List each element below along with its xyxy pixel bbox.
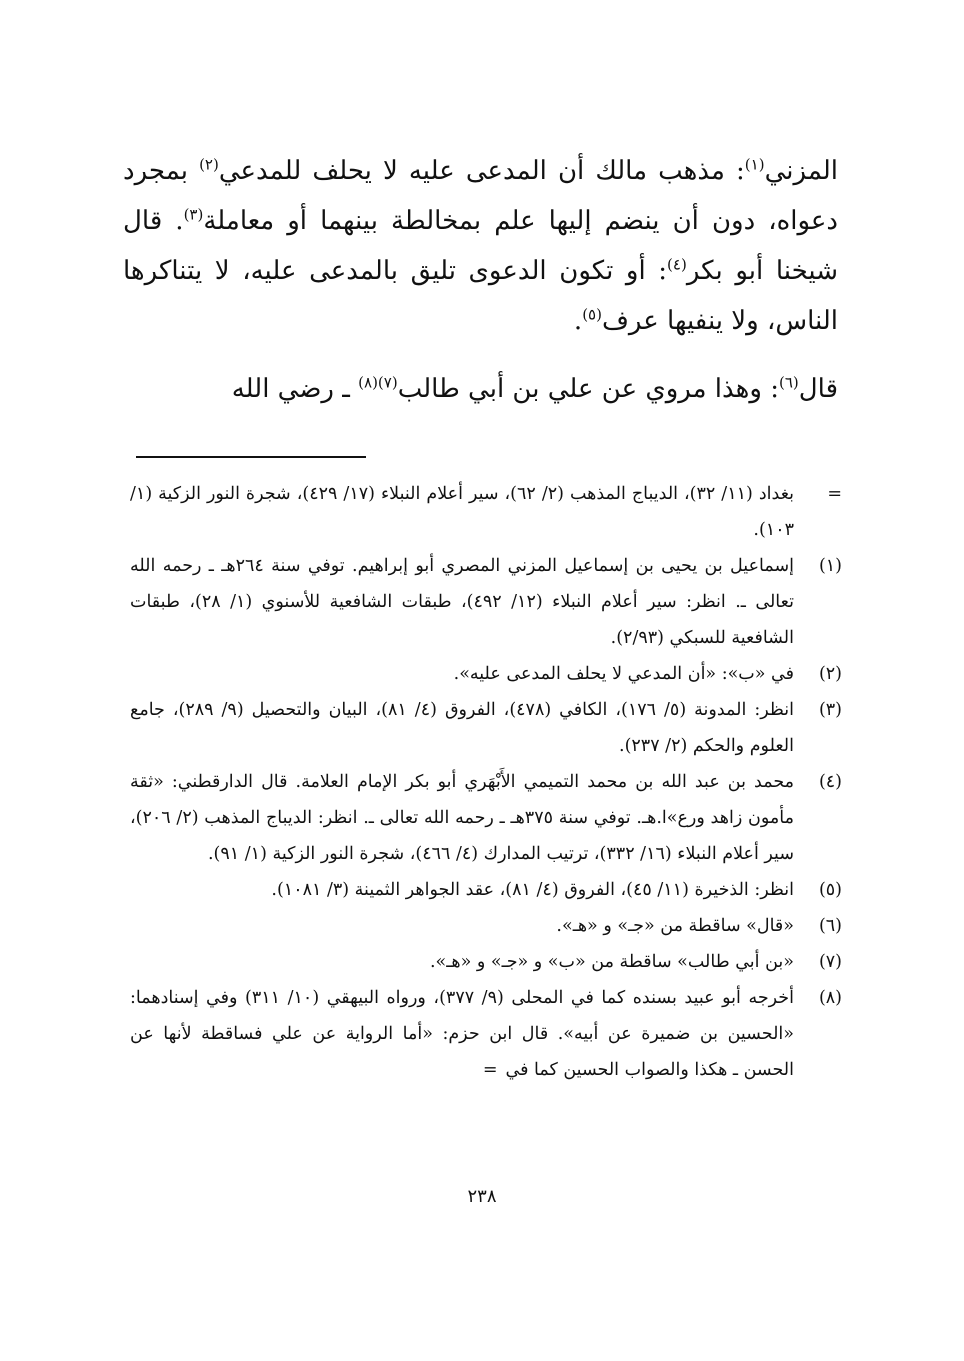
footnote-number: (٣) xyxy=(818,700,842,720)
footnote-text xyxy=(130,656,794,692)
footnote xyxy=(130,872,842,908)
footnote xyxy=(130,548,842,656)
footnote xyxy=(130,944,842,980)
main-paragraph-1 xyxy=(123,146,838,346)
text-run: بمجرد دعواه، دون أن ينضم إليها علم بمخالطة بينهما أو معاملة xyxy=(123,156,838,236)
footnote xyxy=(130,692,842,764)
footnote-text xyxy=(130,980,794,1088)
footnote-number: (١) xyxy=(818,556,842,576)
footnote-reference: (٧)(٨) xyxy=(358,373,398,392)
footnote xyxy=(130,476,842,548)
text-run: المزني xyxy=(764,156,838,186)
footnote-body: بغداد (١١/ ٣٢)، الديباج المذهب (٢/ ٦٢)، سير أعلام النبلاء (١٧/ ٤٢٩)، شجرة النور الزكية (١/ ١٠٣). xyxy=(130,484,795,540)
footnote-text xyxy=(130,548,794,656)
footnote-body: انظر: المدونة (٥/ ١٧٦)، الكافي (٤٧٨)، الفروق (٤/ ٨١)، البيان والتحصيل (٩/ ٢٨٩)، جامع العلوم والحكم (٢/ ٢٣٧). xyxy=(130,700,794,756)
footnote-body: أخرجه أبو عبيد بسنده كما في المحلى (٩/ ٣٧٧)، ورواه البيهقي (١٠/ ٣١١) وفي إسنادهما: «الحسين بن ضميرة عن أبيه». قال ابن حزم: «أما الرواية عن علي فساقطة لأنها عن الحسن ـ هكذا والصواب الحسين كما في xyxy=(130,988,794,1080)
footnote-reference: (٤) xyxy=(667,255,687,274)
footnote-number: (٢) xyxy=(818,664,842,684)
main-text xyxy=(123,146,838,414)
footnote-reference: (٥) xyxy=(582,305,602,324)
text-run: . xyxy=(573,306,583,336)
footnote xyxy=(130,908,842,944)
footnote-text xyxy=(130,764,794,872)
footnote-reference: (٣) xyxy=(183,205,204,224)
continuation-mark: = xyxy=(482,1060,498,1080)
footnote-text xyxy=(130,908,794,944)
footnote-body: في «ب»: «أن المدعي لا يحلف المدعى عليه». xyxy=(453,664,794,684)
footnote-reference: (١) xyxy=(744,155,765,174)
footnote-body: انظر: الذخيرة (١١/ ٤٥)، الفروق (٤/ ٨١)، عقد الجواهر الثمينة (٣/ ١٠٨١). xyxy=(271,880,794,900)
footnote-number: (٥) xyxy=(818,880,842,900)
main-paragraph-2 xyxy=(123,364,838,414)
footnote-body: «قال» ساقطة من «جـ» و «هـ». xyxy=(556,916,794,936)
footnote-separator xyxy=(136,456,366,458)
footnote-number: (٨) xyxy=(818,988,842,1008)
text-run: : مذهب مالك أن المدعى عليه لا يحلف للمدعي xyxy=(218,156,745,186)
footnote-reference: (٢) xyxy=(199,155,219,174)
footnote-reference: (٦) xyxy=(778,373,799,392)
text-run: قال xyxy=(798,374,838,404)
footnote-number: (٧) xyxy=(818,952,842,972)
footnote-body: إسماعيل بن يحيى بن إسماعيل المزني المصري أبو إبراهيم. توفي سنة ٢٦٤هـ ـ رحمه الله تعالى ـ. انظر: سير أعلام النبلاء (١٢/ ٤٩٢)، طبقات الشافعية للأسنوي (١/ ٢٨)، طبقات الشافعية للسبكي (٢/٩٣). xyxy=(130,556,794,648)
footnote-number: = xyxy=(827,484,842,504)
footnote xyxy=(130,656,842,692)
footnote xyxy=(130,980,842,1088)
footnote-body: «بن أبي طالب» ساقطة من «ب» و «جـ» و «هـ». xyxy=(429,952,794,972)
footnote-number: (٤) xyxy=(818,772,842,792)
footnote-number: (٦) xyxy=(818,916,842,936)
text-run: . قال شيخنا أبو بكر xyxy=(123,206,839,286)
footnote-text xyxy=(130,476,794,548)
footnote-text xyxy=(130,872,794,908)
text-run: : أو تكون الدعوى تليق بالمدعى عليه، لا يتناكرها الناس، ولا ينفيها عرف xyxy=(123,256,838,336)
footnote xyxy=(130,764,842,872)
text-run: : وهذا مروي عن علي بن أبي طالب xyxy=(397,374,779,404)
footnote-body: محمد بن عبد الله بن محمد التميمي الأَبْهَري أبو بكر الإمام العلامة. قال الدارقطني: «ثقة مأمون زاهد ورع»ا.هـ. توفي سنة ٣٧٥هـ ـ رحمه الله تعالى ـ. انظر: الديباج المذهب (٢/ ٢٠٦)، سير أعلام النبلاء (١٦/ ٣٣٢)، ترتيب المدارك (٤/ ٤٦٦)، شجرة النور الزكية (١/ ٩١). xyxy=(130,772,794,864)
page-number: ٢٣٨ xyxy=(467,1186,497,1207)
text-run: ـ رضي الله xyxy=(231,374,359,404)
footnote-text xyxy=(130,692,794,764)
footnotes xyxy=(130,476,842,1088)
footnote-text xyxy=(130,944,794,980)
